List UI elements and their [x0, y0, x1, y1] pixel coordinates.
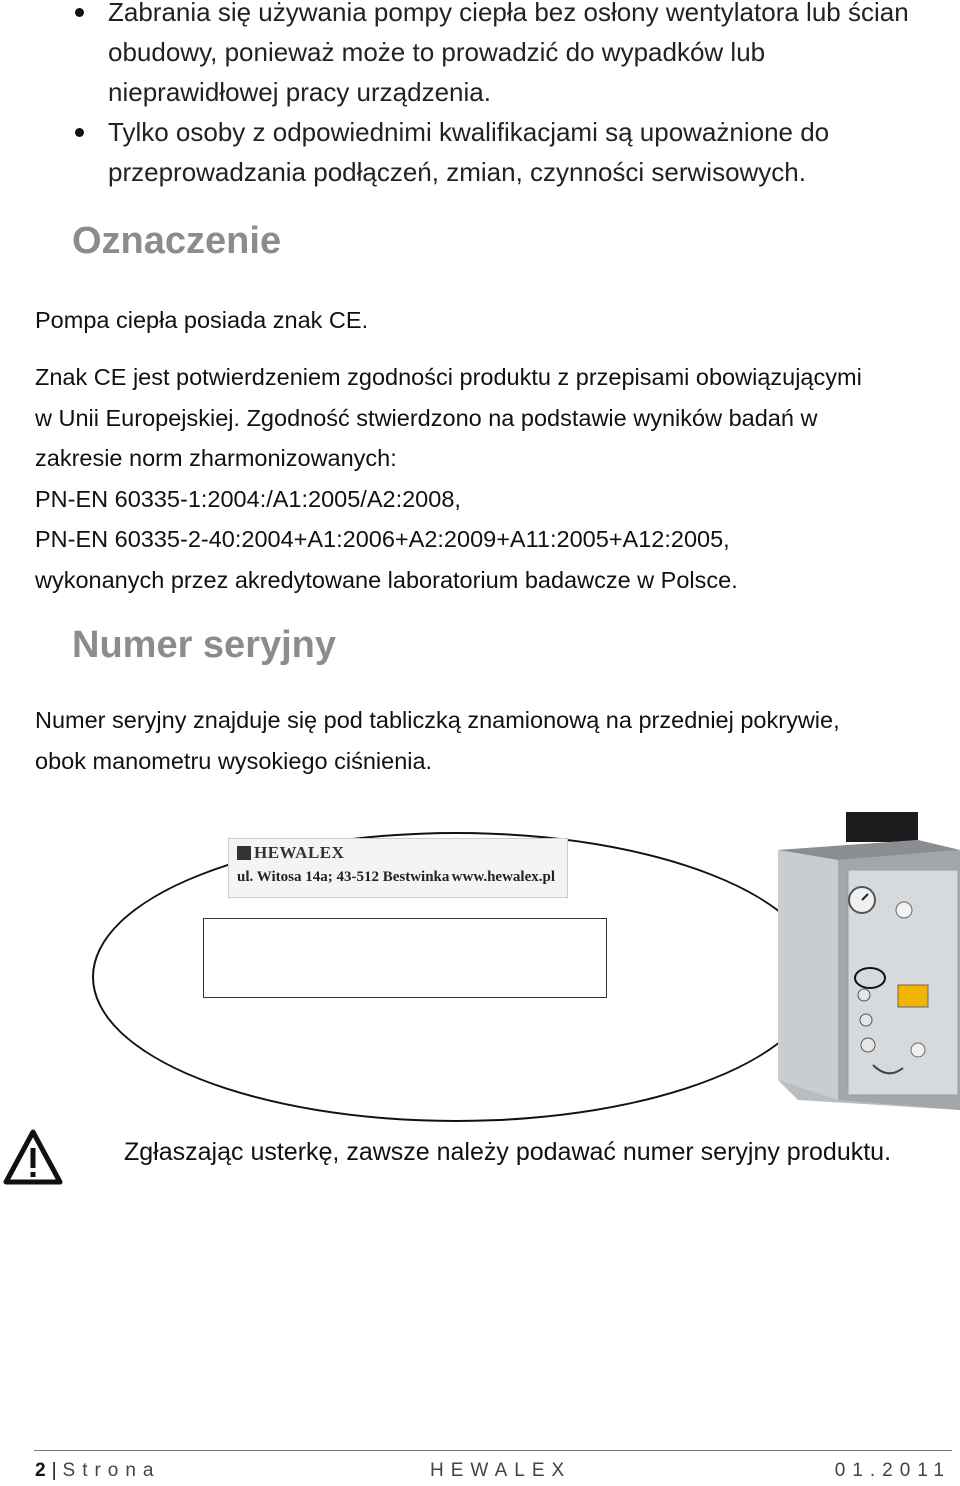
warning-note	[0, 1120, 960, 1200]
footer-date: 01.2011	[834, 1460, 951, 1481]
line: PN-EN 60335-1:2004:/A1:2005/A2:2008,	[35, 485, 461, 512]
heat-pump-image	[778, 810, 960, 1110]
page-label: Strona	[62, 1460, 161, 1481]
warning-text: Zgłaszając usterkę, zawsze należy podawać numer seryjny produktu.	[124, 1138, 892, 1166]
line: obudowy, ponieważ może to prowadzić do wypadków lub	[108, 37, 766, 67]
nameplate-logo	[237, 843, 344, 863]
list-item	[108, 0, 928, 112]
list-item	[108, 112, 928, 192]
line: obok manometru wysokiego ciśnienia.	[35, 747, 433, 774]
line: Tylko osoby z odpowiednimi kwalifikacjami są upoważnione do	[108, 117, 830, 147]
paragraph	[35, 357, 950, 600]
nameplate-website: www.hewalex.pl	[451, 869, 555, 885]
line: przeprowadzania podłączeń, zmian, czynności serwisowych.	[108, 157, 806, 187]
line: zakresie norm zharmonizowanych:	[35, 445, 397, 471]
serial-number-box	[203, 918, 607, 998]
section-heading: Oznaczenie	[72, 220, 282, 262]
warning-triangle-icon	[3, 1128, 63, 1186]
line: w Unii Europejskiej. Zgodność stwierdzono na podstawie wyników badań w	[35, 404, 818, 431]
footer-separator: |	[51, 1460, 57, 1481]
footer-brand: HEWALEX	[430, 1460, 572, 1481]
nameplate	[228, 838, 568, 898]
line: Zabrania się używania pompy ciepła bez osłony wentylatora lub ścian	[108, 0, 909, 27]
line: PN-EN 60335-2-40:2004+A1:2006+A2:2009+A11:2005+A12:2005,	[35, 526, 730, 552]
footer	[35, 1460, 951, 1482]
line: wykonanych przez akredytowane laboratorium badawcze w Polsce.	[35, 566, 738, 593]
serial-number-figure	[0, 810, 960, 1120]
logo-text: HEWALEX	[254, 843, 345, 862]
footer-divider	[34, 1450, 952, 1451]
logo-mark-icon	[237, 846, 251, 860]
paragraph: Pompa ciepła posiada znak CE.	[35, 307, 369, 333]
line: Numer seryjny znajduje się pod tabliczką znamionową na przedniej pokrywie,	[35, 707, 840, 733]
page-number: 2	[35, 1460, 46, 1481]
paragraph	[35, 700, 950, 781]
line: nieprawidłowej pracy urządzenia.	[108, 77, 491, 107]
bullet-icon	[75, 8, 84, 17]
bullet-icon	[75, 128, 84, 137]
line: Znak CE jest potwierdzeniem zgodności produktu z przepisami obowiązującymi	[35, 364, 862, 390]
nameplate-address: ul. Witosa 14a; 43-512 Bestwinka	[237, 869, 450, 885]
section-heading: Numer seryjny	[72, 624, 337, 666]
